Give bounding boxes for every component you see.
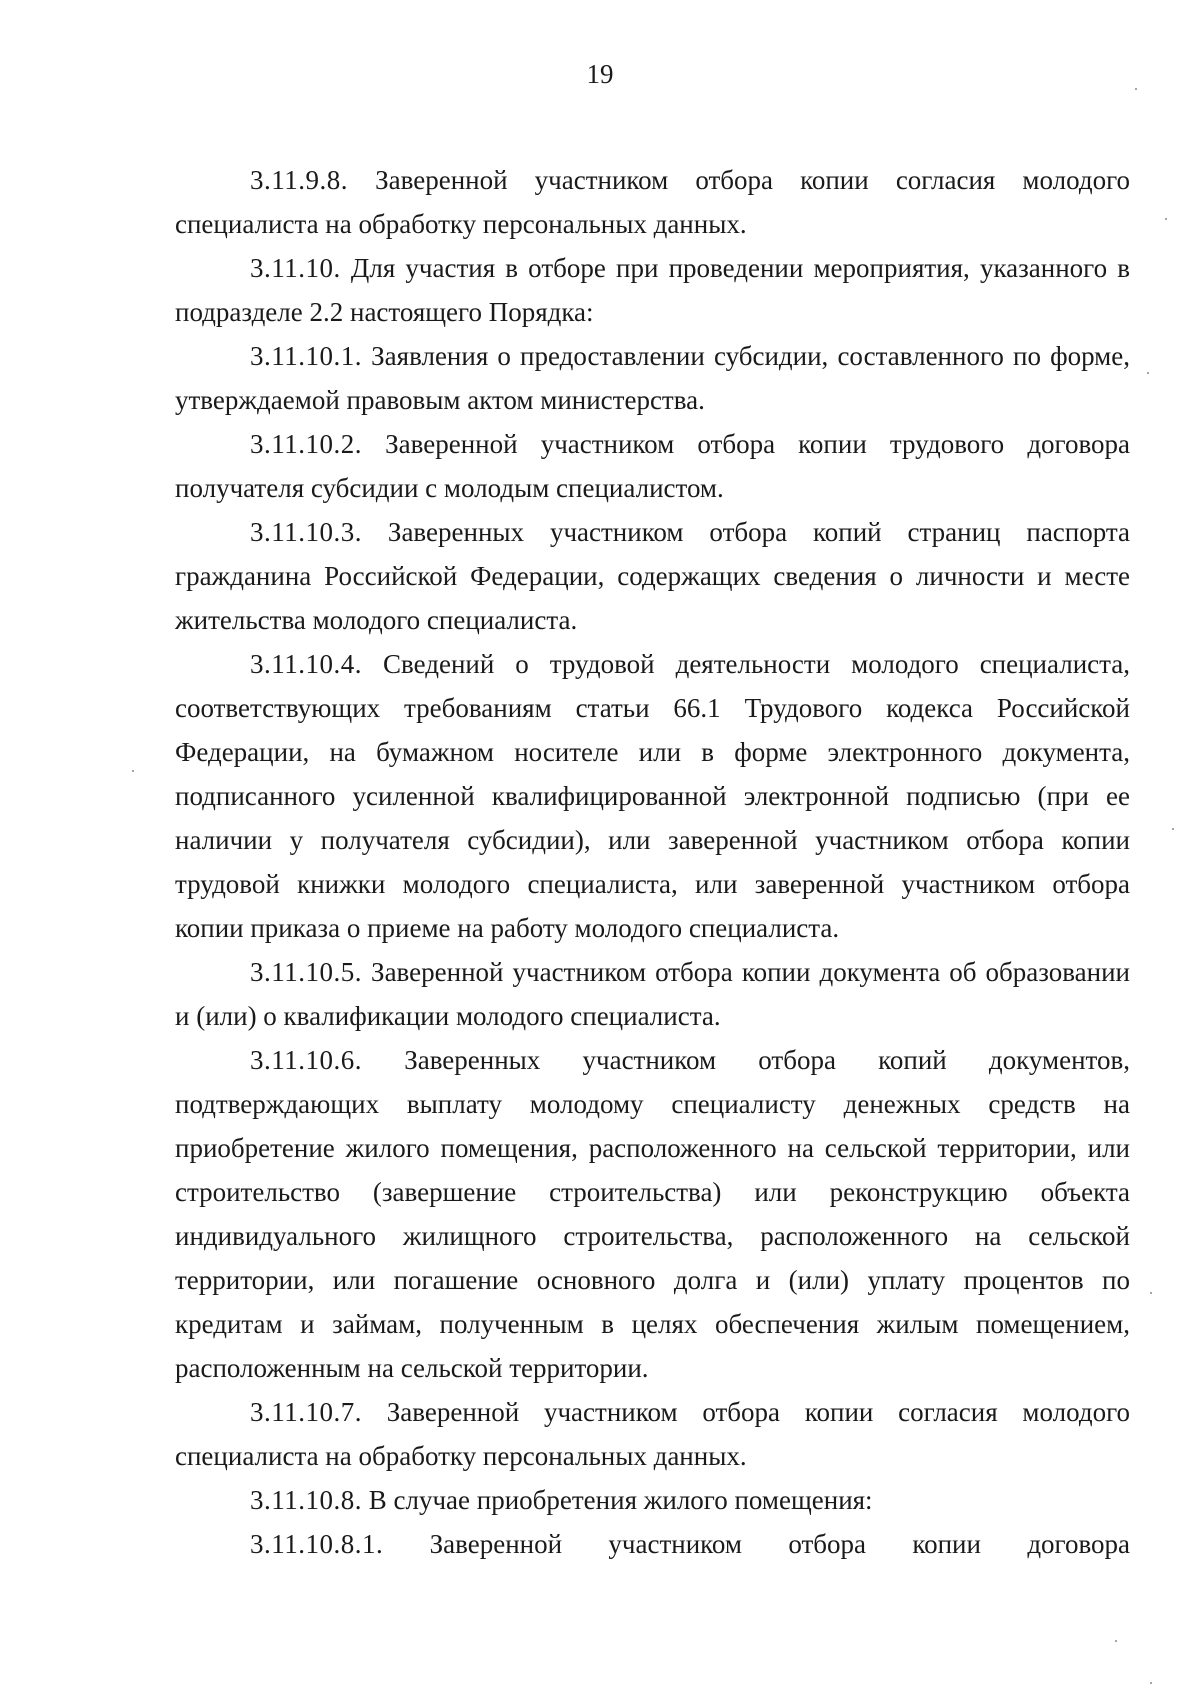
paragraph-3-11-10 [175,246,1130,334]
paragraph-number: 3.11.10.2. [250,429,362,459]
scan-speck [1150,1292,1152,1294]
paragraph-3-11-9-8 [175,158,1130,246]
scan-speck [132,770,134,772]
scan-speck [1135,88,1137,90]
paragraph-3-11-10-7 [175,1390,1130,1478]
paragraph-3-11-10-5 [175,950,1130,1038]
paragraph-number: 3.11.9.8. [250,165,348,195]
paragraph-3-11-10-3 [175,510,1130,642]
paragraph-number: 3.11.10.5. [250,957,362,987]
paragraph-3-11-10-8-1 [175,1522,1130,1566]
paragraph-text: Для участия в отборе при проведении мероприятия, указанного в подразделе 2.2 настоящего Порядка: [175,253,1130,327]
paragraph-3-11-10-1 [175,334,1130,422]
paragraph-text: В случае приобретения жилого помещения: [368,1485,873,1515]
paragraph-text: Заверенных участником отбора копий страниц паспорта гражданина Российской Федерации, содержащих сведения о личности и месте жительства молодого специалиста. [175,517,1131,635]
page-number: 19 [586,59,614,89]
paragraph-text: Заверенных участником отбора копий документов, подтверждающих выплату молодому специалисту денежных средств на приобретение жилого помещения, расположенного на сельской территории, или строительство (завершение строительства) или реконструкцию объекта индивидуального жилищного строительства, расположенного на сельской территории, или погашение основного долга и (или) уплату процентов по кредитам и займам, полученным в целях обеспечения жилым помещением, расположенным на сельской территории. [175,1045,1130,1383]
scan-speck [1165,218,1167,220]
document-body [175,158,1130,1566]
paragraph-number: 3.11.10.7. [250,1397,362,1427]
scan-speck [1147,372,1149,374]
scan-speck [1172,828,1174,830]
paragraph-text: Заверенной участником отбора копии трудового договора получателя субсидии с молодым специалистом. [175,429,1131,503]
paragraph-3-11-10-2 [175,422,1130,510]
paragraph-text: Заверенной участником отбора копии договора [429,1529,1130,1559]
paragraph-number: 3.11.10.4. [250,649,362,679]
paragraph-text: Заверенной участником отбора копии согласия молодого специалиста на обработку персональных данных. [175,1397,1130,1471]
scan-speck [1150,1682,1152,1684]
paragraph-3-11-10-8 [175,1478,1130,1522]
paragraph-3-11-10-6 [175,1038,1130,1390]
scan-speck [1115,1640,1117,1642]
paragraph-text: Заявления о предоставлении субсидии, составленного по форме, утверждаемой правовым актом министерства. [175,341,1131,415]
paragraph-number: 3.11.10.6. [250,1045,362,1075]
paragraph-number: 3.11.10.8.1. [250,1529,384,1559]
paragraph-text: Заверенной участником отбора копии документа об образовании и (или) о квалификации молодого специалиста. [175,957,1130,1031]
paragraph-3-11-10-4 [175,642,1130,950]
paragraph-text: Заверенной участником отбора копии согласия молодого специалиста на обработку персональных данных. [175,165,1130,239]
paragraph-number: 3.11.10. [250,253,341,283]
paragraph-text: Сведений о трудовой деятельности молодого специалиста, соответствующих требованиям статьи 66.1 Трудового кодекса Российской Федерации, на бумажном носителе или в форме электронного документа, подписанного усиленной квалифицированной электронной подписью (при ее наличии у получателя субсидии), или заверенной участником отбора копии трудовой книжки молодого специалиста, или заверенной участником отбора копии приказа о приеме на работу молодого специалиста. [175,649,1131,943]
paragraph-number: 3.11.10.8. [250,1485,362,1515]
paragraph-number: 3.11.10.3. [250,517,362,547]
paragraph-number: 3.11.10.1. [250,341,362,371]
